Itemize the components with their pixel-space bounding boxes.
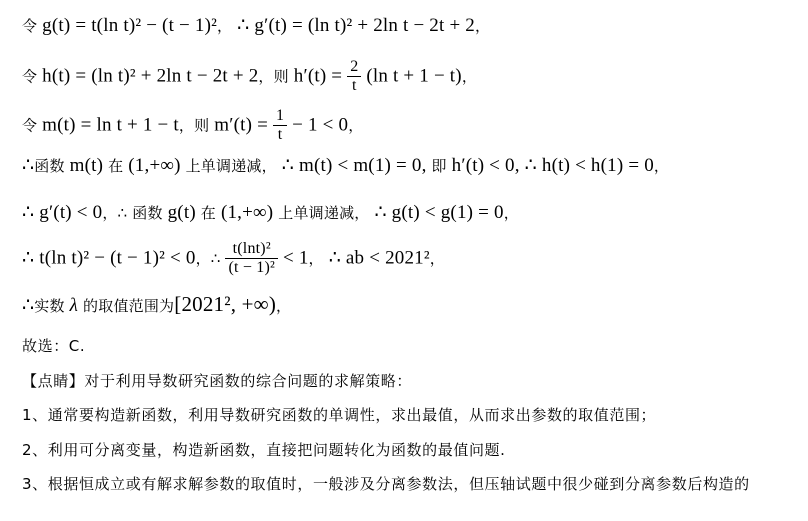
derivation-line-7 bbox=[22, 294, 291, 315]
m-definition: m(t) = ln t + 1 − t bbox=[42, 114, 179, 136]
g-derivative: ∴ g′(t) = (ln t)² + 2ln t − 2t + 2 bbox=[237, 15, 476, 36]
fraction-numerator: 1 bbox=[273, 107, 287, 126]
separator: ，∴ 函数 bbox=[102, 204, 163, 222]
line-end-comma: ， bbox=[475, 17, 491, 35]
h-derivative-lhs: h′(t) = bbox=[293, 65, 343, 87]
g-definition: g(t) = t(ln t)² − (t − 1)² bbox=[42, 15, 218, 36]
fraction-denominator: (t − 1)² bbox=[228, 259, 275, 277]
text-decreasing: 上单调递减， bbox=[278, 204, 370, 222]
m-derivative-rhs: − 1 < 0 bbox=[292, 114, 349, 136]
separator: ，∴ bbox=[195, 249, 221, 268]
strategy-point-1: 1、通常要构造新函数，利用导数研究函数的单调性，求出最值，从而求出参数的取值范围； bbox=[22, 406, 657, 424]
h-inequality: h′(t) < 0, ∴ h(t) < h(1) = 0 bbox=[451, 155, 654, 176]
line-end-comma: ， bbox=[276, 297, 292, 315]
g-inequality: ∴ g(t) < g(1) = 0 bbox=[374, 202, 504, 223]
range-interval: [2021², +∞) bbox=[174, 292, 277, 316]
less-than-one: < 1 bbox=[282, 247, 309, 269]
ab-inequality: ∴ ab < 2021² bbox=[328, 247, 430, 269]
line-end-comma: ， bbox=[653, 157, 670, 175]
derivation-line-2 bbox=[22, 58, 477, 96]
fraction bbox=[347, 58, 361, 96]
comment-title: 【点睛】对于利用导数研究函数的综合问题的求解策略： bbox=[22, 372, 413, 390]
separator: ，则 bbox=[258, 67, 289, 86]
fraction bbox=[273, 107, 287, 145]
m-inequality: ∴ m(t) < m(1) = 0, bbox=[281, 155, 427, 176]
derivation-line-1 bbox=[22, 16, 490, 35]
separator: ， bbox=[308, 249, 324, 268]
text-on: 在 bbox=[200, 204, 216, 222]
text-namely: 即 bbox=[431, 157, 447, 175]
fraction-numerator: 2 bbox=[347, 58, 361, 77]
interval: (1,+∞) bbox=[220, 202, 274, 223]
text-real-number: 实数 bbox=[34, 297, 65, 315]
derivation-line-4 bbox=[22, 156, 669, 175]
inequality-one: ∴ t(ln t)² − (t − 1)² < 0 bbox=[22, 247, 196, 269]
text-on: 在 bbox=[108, 157, 124, 175]
text-function: 函数 bbox=[34, 157, 65, 175]
therefore-symbol: ∴ bbox=[22, 295, 35, 316]
let-word: 令 bbox=[22, 116, 38, 135]
h-definition: h(t) = (ln t)² + 2ln t − 2t + 2 bbox=[42, 65, 259, 87]
lambda-symbol: λ bbox=[69, 295, 79, 316]
text-range-is: 的取值范围为 bbox=[83, 297, 175, 315]
g-derivative-negative: ∴ g′(t) < 0 bbox=[22, 202, 103, 223]
strategy-point-2: 2、利用可分离变量，构造新函数，直接把问题转化为函数的最值问题. bbox=[22, 441, 506, 459]
line-end-comma: ， bbox=[461, 67, 478, 86]
fraction-numerator: t(lnt)² bbox=[225, 240, 278, 259]
derivation-line-6 bbox=[22, 240, 445, 278]
interval: (1,+∞) bbox=[128, 155, 181, 176]
fraction-denominator: t bbox=[277, 126, 283, 144]
answer-line: 故选：C. bbox=[22, 337, 86, 355]
separator: ， bbox=[217, 17, 233, 35]
let-word: 令 bbox=[22, 17, 38, 35]
derivation-line-5 bbox=[22, 203, 519, 222]
line-end-comma: ， bbox=[348, 116, 364, 135]
separator: ，则 bbox=[178, 116, 210, 135]
fraction bbox=[225, 240, 278, 278]
let-word: 令 bbox=[22, 67, 38, 86]
fraction-denominator: t bbox=[351, 77, 357, 95]
m-of-t: m(t) bbox=[69, 155, 104, 176]
g-of-t: g(t) bbox=[167, 202, 196, 223]
derivation-line-3 bbox=[22, 107, 363, 145]
m-derivative-lhs: m′(t) = bbox=[214, 114, 268, 136]
therefore-symbol: ∴ bbox=[22, 155, 35, 176]
line-end-comma: ， bbox=[503, 204, 519, 222]
h-derivative-rhs: (ln t + 1 − t) bbox=[366, 65, 462, 87]
strategy-point-3: 3、根据恒成立或有解求解参数的取值时，一般涉及分离参数法，但压轴试题中很少碰到分离参数后构造的 bbox=[22, 475, 750, 493]
text-decreasing: 上单调递减， bbox=[185, 157, 277, 175]
line-end-comma: ， bbox=[429, 249, 445, 268]
